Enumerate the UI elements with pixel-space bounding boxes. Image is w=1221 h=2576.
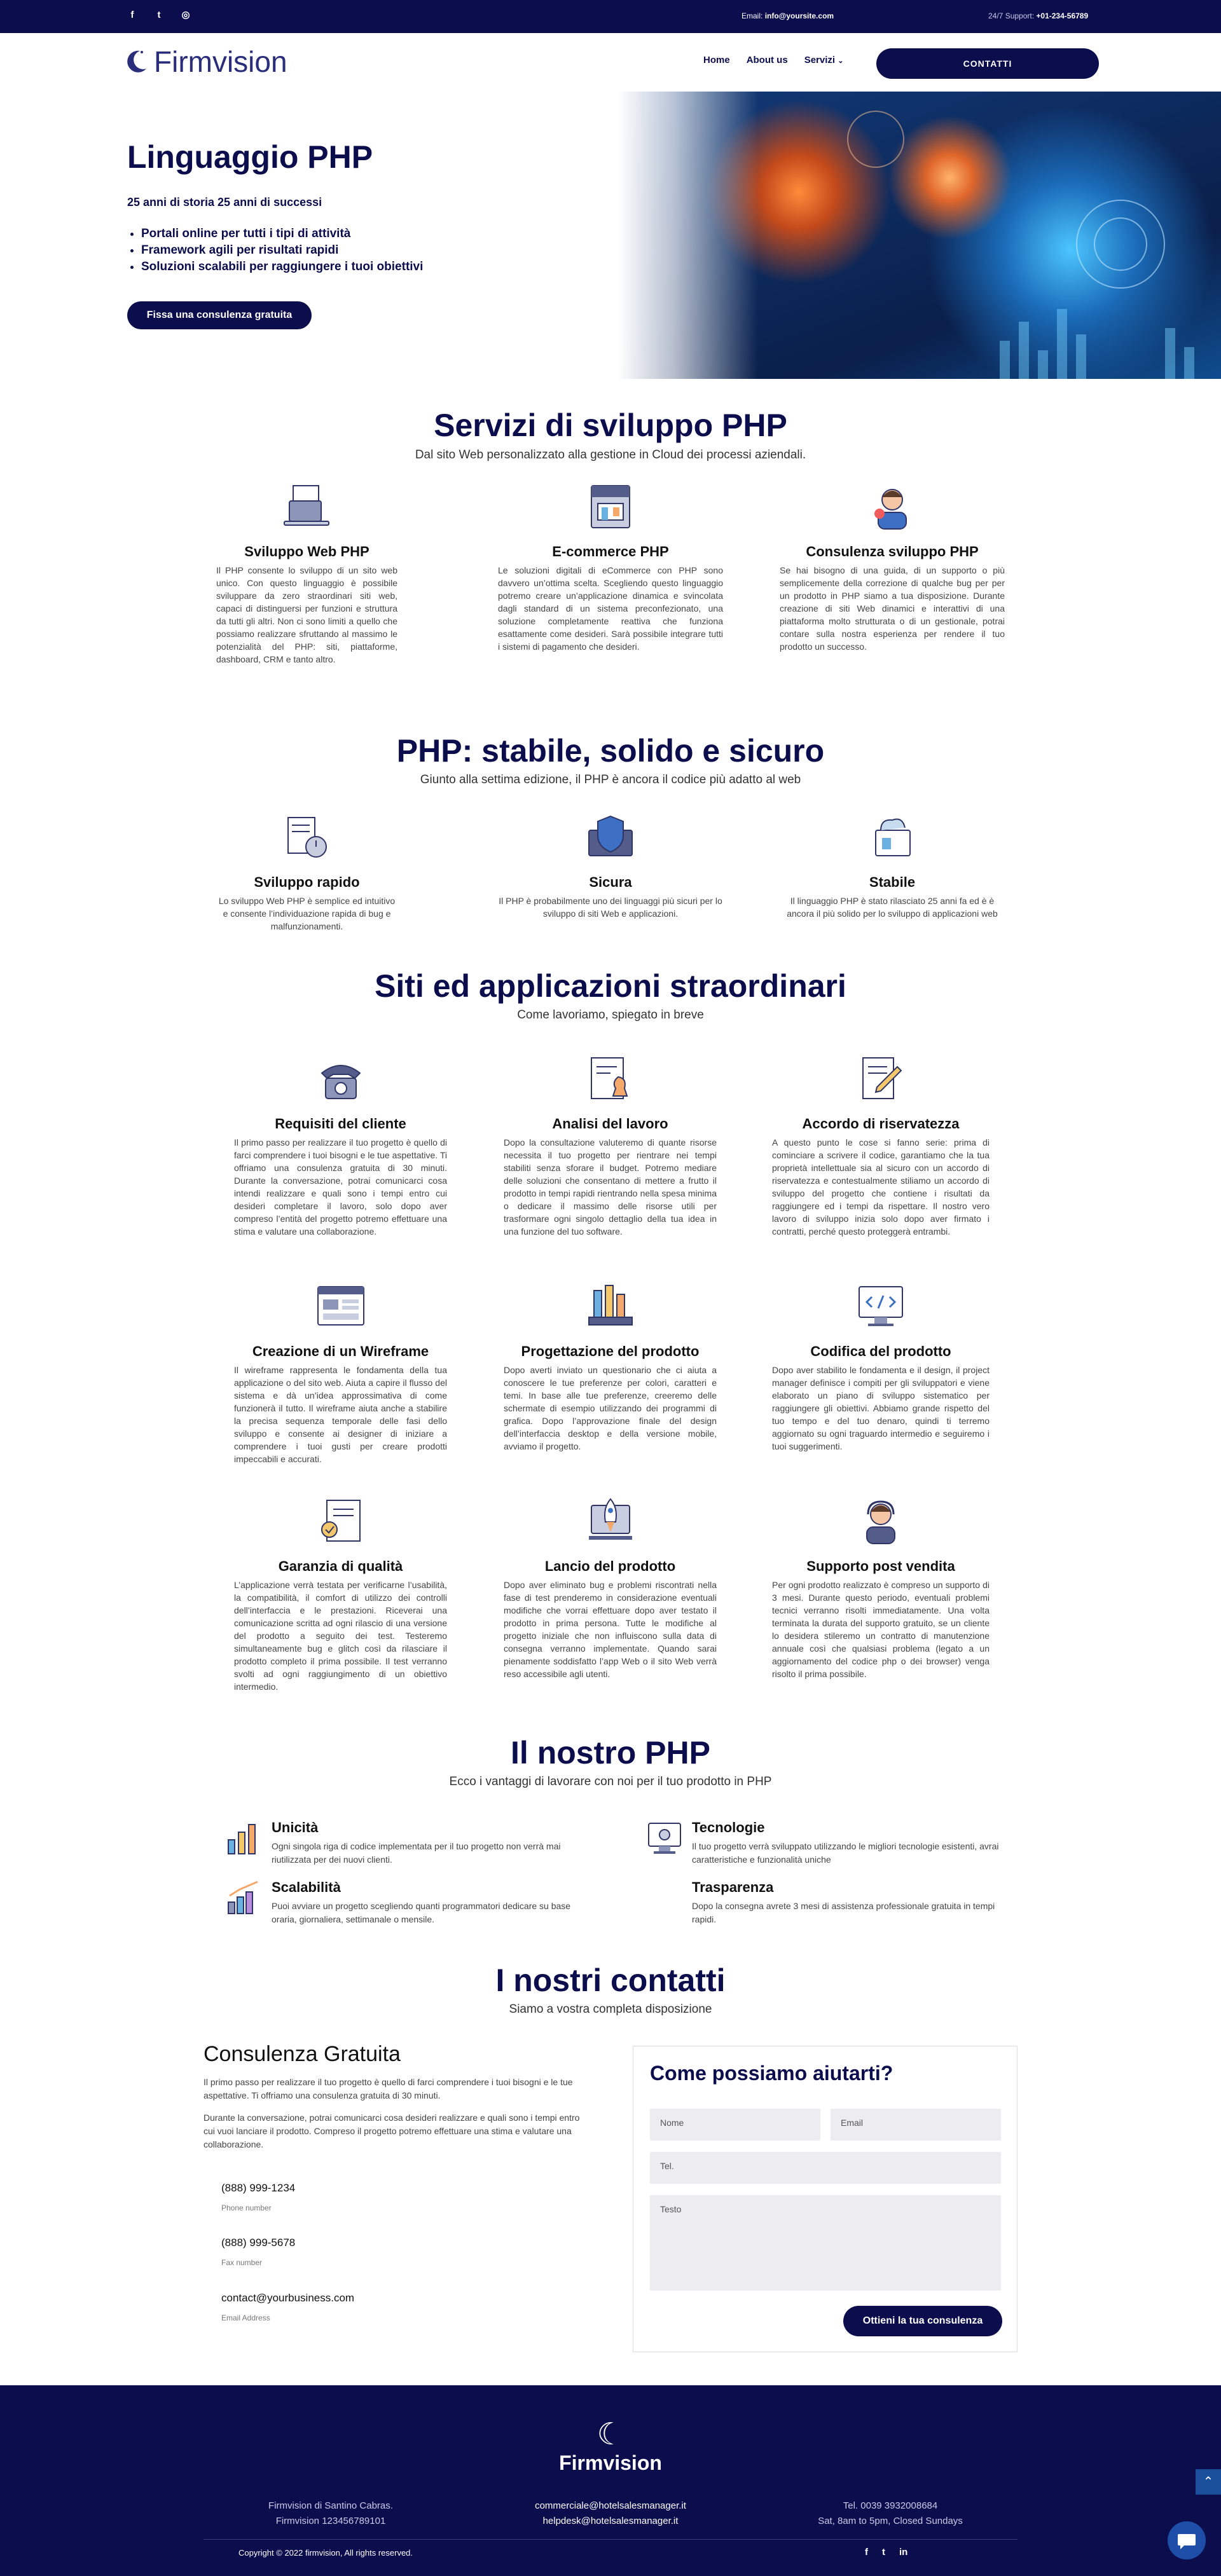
advantage-item xyxy=(692,1879,1010,1926)
feature-text: Lo sviluppo Web PHP è semplice ed intuitivo e consente l’individuazione rapida di bug e malfunzionamenti. xyxy=(218,896,396,931)
feature-title: Stabile xyxy=(869,874,916,890)
contatti-button[interactable]: CONTATTI xyxy=(876,48,1099,79)
moon-logo-icon xyxy=(121,47,150,76)
feature-card xyxy=(216,812,397,933)
top-support-phone[interactable]: +01-234-56789 xyxy=(1036,11,1089,20)
scalability-chart-icon xyxy=(226,1879,263,1916)
logo-text: Firmvision xyxy=(154,45,287,78)
code-monitor-icon xyxy=(855,1282,906,1333)
process-subtitle: Come lavoriamo, spiegato in breve xyxy=(517,1008,704,1022)
process-card xyxy=(234,1282,447,1465)
service-card xyxy=(780,482,1005,653)
logo[interactable] xyxy=(121,45,287,79)
top-email-link[interactable]: info@yoursite.com xyxy=(764,11,834,20)
phone-info xyxy=(221,2182,295,2212)
advantage-item xyxy=(226,1819,582,1867)
footer-hours: Tel. 0039 3932008684 Sat, 8am to 5pm, Closed Sundays xyxy=(818,2500,963,2526)
fax-number: (888) 999-5678 xyxy=(221,2237,296,2249)
header xyxy=(0,33,1221,92)
consultation-text: Durante la conversazione, potrai comunicarci cosa desideri realizzare e quali sono i tempi entro cui vuoi lanciare il prodotto. Compreso il progetto potremo effettuare una stima e valutare una collaborazione. xyxy=(204,2113,580,2149)
footer-company: Firmvision di Santino Cabras. Firmvision 123456789101 xyxy=(268,2500,393,2526)
service-card xyxy=(498,482,723,653)
copyright: Copyright © 2022 firmvision, All rights reserved. xyxy=(238,2548,413,2558)
service-text: Le soluzioni digitali di eCommerce con PHP sono davvero un’ottima scelta. Scegliendo questo linguaggio potremo creare un’applicazione dinamica e svincolata dagli standard di un sistema preconfezionato, una soluzione completamente reattiva che funziona esattamente come desideri. Sarà possibile integrare tutti i sistemi di pagamento che desideri. xyxy=(498,565,723,652)
twitter-icon[interactable]: t xyxy=(882,2547,885,2558)
process-card xyxy=(504,1054,717,1238)
process-step-title: Creazione di un Wireframe xyxy=(252,1343,429,1359)
process-step-title: Requisiti del cliente xyxy=(275,1116,406,1132)
top-support: 24/7 Support: +01-234-56789 xyxy=(988,11,1089,20)
fax-label: Fax number xyxy=(221,2258,263,2267)
process-card xyxy=(504,1497,717,1680)
footer-divider xyxy=(204,2539,1018,2540)
top-email: Email: info@yoursite.com xyxy=(742,11,834,20)
process-title: Siti ed applicazioni straordinari xyxy=(375,968,846,1004)
footer-email-link[interactable]: commerciale@hotelsalesmanager.it xyxy=(535,2500,686,2511)
facebook-icon[interactable]: f xyxy=(130,10,134,20)
process-step-text: Dopo aver stabilito le fondamenta e il design, il project manager definisce i compiti per gli sviluppatori e viene elaborato un piano di sviluppo sistematico per raggiungere gli obiettivi. Abbiamo grande rispetto del tuo tempo e del tuo denaro, quindi ti terremo aggiornato su ogni traguardo intermedio e seguiremo i tuoi suggerimenti. xyxy=(772,1365,990,1451)
hero-bullets xyxy=(141,226,423,275)
hero-bullet: • Soluzioni scalabili per raggiungere i tuoi obiettivi xyxy=(141,259,423,275)
design-tools-icon xyxy=(585,1282,636,1333)
process-step-title: Accordo di riservatezza xyxy=(802,1116,960,1132)
process-step-title: Supporto post vendita xyxy=(806,1558,955,1574)
contact-email[interactable]: contact@yourbusiness.com xyxy=(221,2292,355,2304)
message-textarea[interactable]: Testo xyxy=(650,2195,1001,2291)
process-step-text: Dopo averti inviato un questionario che ci aiuta a conoscere le tue preferenze per colori, caratteri e temi. In base alle tue preferenze, creeremo delle schermate di esempio utilizzando dei programmi di grafica. Dopo l’approvazione finale del design dell’interfaccia desktop e della versione mobile, avviamo il progetto. xyxy=(504,1365,717,1451)
process-card xyxy=(234,1497,447,1693)
feature-text: Il PHP è probabilmente uno dei linguaggi più sicuri per lo sviluppo di siti Web e applicazioni. xyxy=(499,896,722,919)
consultation-text: Il primo passo per realizzare il tuo progetto è quello di farci comprendere i tuoi bisogni e le tue aspettative. Ti offriamo una consulenza gratuita di 30 minuti. xyxy=(204,2077,573,2100)
tel-field[interactable]: Tel. xyxy=(650,2152,1001,2184)
stable-title: PHP: stabile, solido e sicuro xyxy=(396,733,825,769)
footer-email-link[interactable]: helpdesk@hotelsalesmanager.it xyxy=(542,2516,679,2526)
advantage-title: Scalabilità xyxy=(272,1879,341,1895)
service-title: E-commerce PHP xyxy=(552,544,669,559)
chevron-up-icon: ⌃ xyxy=(1203,2475,1214,2489)
service-card xyxy=(216,482,397,666)
service-title: Sviluppo Web PHP xyxy=(244,544,369,559)
phone-number[interactable]: (888) 999-1234 xyxy=(221,2182,296,2194)
hero-bullet: • Portali online per tutti i tipi di attività xyxy=(141,226,423,242)
process-step-title: Codifica del prodotto xyxy=(810,1343,951,1359)
advantage-text: Il tuo progetto verrà sviluppato utilizzando le migliori tecnologie esistenti, avrai caratteristiche e funzionalità uniche xyxy=(692,1841,999,1865)
process-card xyxy=(234,1054,447,1238)
footer xyxy=(0,2385,1221,2576)
process-card xyxy=(772,1054,990,1238)
process-step-text: Dopo la consultazione valuteremo di quante risorse necessita il tuo progetto per rientrare nei tempi stabiliti senza sforare il budget. Potremo mediare delle soluzioni che consentano di mettere a frutto il prodotto in tempi rapidi rientrando nella spesa minima o dedicare il massimo delle risorse utili per trasformare ogni singolo dettaglio della tua idea in una funzione del tuo software. xyxy=(504,1137,717,1237)
back-to-top-button[interactable] xyxy=(1196,2469,1221,2495)
stable-cloud-icon xyxy=(867,812,918,863)
telephone-icon xyxy=(315,1054,366,1105)
consultation-button[interactable]: Fissa una consulenza gratuita xyxy=(127,301,312,329)
advantage-title: Unicità xyxy=(272,1819,319,1835)
consultation-title: Consulenza Gratuita xyxy=(204,2042,401,2066)
advantage-item xyxy=(646,1819,1009,1867)
unique-chart-icon xyxy=(226,1819,263,1856)
feature-title: Sviluppo rapido xyxy=(254,874,360,890)
advantage-title: Tecnologie xyxy=(692,1819,765,1835)
process-step-text: Per ogni prodotto realizzato è compreso un supporto di 3 mesi. Durante questo periodo, eventuali problemi tecnici verranno risolti immediatamente. Una volta terminata la durata del supporto gratuito, se un cliente lo desidera stileremo un contratto di manutenzione annuale così che qualsiasi problema (legato a un aggiornamento del codice php o dei browser) venga risolto il prima possibile. xyxy=(772,1580,990,1679)
online-shop-icon xyxy=(585,482,636,533)
feature-card xyxy=(780,812,1005,920)
process-card xyxy=(504,1282,717,1453)
nav-home[interactable]: Home xyxy=(703,55,730,65)
contacts-subtitle: Siamo a vostra completa disposizione xyxy=(509,2003,712,2016)
service-text: Il PHP consente lo sviluppo di un sito web unico. Con questo linguaggio è possibile sviluppare da zero straordinari siti web, capaci di distinguersi per funzioni e struttura da tutti gli altri. Non ci sono limiti a quello che possiamo realizzare sfruttando al massimo le potenzialità del PHP: siti, piattaforme, dashboard, CRM e tanto altro. xyxy=(216,565,397,664)
process-step-title: Analisi del lavoro xyxy=(552,1116,668,1132)
email-label: Email Address xyxy=(221,2313,270,2322)
process-step-text: Il primo passo per realizzare il tuo progetto è quello di farci comprendere i tuoi bisogni e le tue aspettative. Ti offriamo una consulenza gratuita di 30 minuti. Durante la conversazione, potrai comunicarci cosa intendi realizzare e quali sono i tempi entro cui desideri completare il lavoro, solo dopo aver compreso l’entità del progetto potremo effettuare una stima e valutare una collaborazione. xyxy=(234,1137,447,1237)
footer-social xyxy=(865,2547,907,2558)
chat-bubble-icon xyxy=(1168,2521,1206,2559)
moon-logo-icon: ☾ xyxy=(597,2418,624,2451)
email-info xyxy=(221,2292,354,2322)
nav-servizi[interactable]: Servizi ⌄ xyxy=(804,55,844,65)
consultant-icon xyxy=(867,482,918,533)
form-title: Come possiamo aiutarti? xyxy=(650,2062,893,2085)
process-step-title: Garanzia di qualità xyxy=(278,1558,403,1574)
advantage-title: Trasparenza xyxy=(692,1879,774,1895)
process-step-title: Progettazione del prodotto xyxy=(521,1343,700,1359)
advantage-item xyxy=(226,1879,582,1926)
feature-title: Sicura xyxy=(589,874,632,890)
quality-certificate-icon xyxy=(315,1497,366,1547)
email-field[interactable]: Email xyxy=(831,2109,1001,2141)
services-title: Servizi di sviluppo PHP xyxy=(434,408,787,443)
laptop-document-icon xyxy=(282,482,333,533)
linkedin-icon[interactable]: in xyxy=(899,2547,908,2558)
phone-label: Phone number xyxy=(221,2203,272,2212)
service-text: Se hai bisogno di una guida, di un supporto o più semplicemente della correzione di qualche bug per per un prodotto in PHP siamo a tua disposizione. Durante creazione di siti Web dinamici e interattivi di una piattaforma molto strutturata o di un gestionale, potrai contare sulla nostra esperienza per rendere il tuo prodotto un successo. xyxy=(780,565,1005,652)
contact-form xyxy=(633,2046,1018,2352)
wireframe-icon xyxy=(315,1282,366,1333)
service-title: Consulenza sviluppo PHP xyxy=(806,544,979,559)
process-step-text: Dopo aver eliminato bug e problemi riscontrati nella fase di test prenderemo in considerazione eventuali modifiche che vorrai effettuare dopo aver testato il prodotto in prima persona. Tutte le modifiche al progetto iniziale che non influiscono sulla data di consegna verranno implementate. Quando sarai pienamente soddisfatto l’app Web o il sito Web verrà reso accessibile agli utenti. xyxy=(504,1580,717,1679)
instagram-icon[interactable]: ◎ xyxy=(181,10,190,20)
strategy-chess-icon xyxy=(585,1054,636,1105)
feature-text: Il linguaggio PHP è stato rilasciato 25 anni fa ed è è ancora il più solido per lo sviluppo di applicazioni web xyxy=(787,896,998,919)
advantage-text: Puoi avviare un progetto scegliendo quanti programmatori dedicare su base oraria, giornaliera, settimanale o mensile. xyxy=(272,1901,571,1924)
social-links xyxy=(127,10,191,20)
twitter-icon[interactable]: t xyxy=(157,10,161,20)
fast-development-icon xyxy=(282,812,333,863)
hero-image xyxy=(618,92,1221,379)
nav-about[interactable]: About us xyxy=(746,55,788,65)
hero-title: Linguaggio PHP xyxy=(127,139,373,175)
process-step-title: Lancio del prodotto xyxy=(544,1558,676,1574)
footer-emails xyxy=(483,2498,738,2529)
process-card xyxy=(772,1282,990,1453)
submit-button[interactable]: Ottieni la tua consulenza xyxy=(843,2306,1002,2336)
process-step-text: L’applicazione verrà testata per verificarne l’usabilità, la compatibilità, il comfort di utilizzo dei controlli dell’interfaccia e le prestazioni. Riceverai una comunicazione scritta ad ogni rilascio di una versione del prodotto a seguito dei test. Testeremo simultaneamente bug e glitch così da rilasciare il prodotto completo il prima possibile. Il test verranno svolti ad ogni raggiungimento di un obiettivo intermedio. xyxy=(234,1580,447,1692)
main-nav xyxy=(703,55,843,65)
chat-button[interactable] xyxy=(1168,2521,1206,2559)
technology-monitor-icon xyxy=(646,1819,683,1856)
advantage-text: Ogni singola riga di codice implementata per il tuo progetto non verrà mai riutilizzata per dei nuovi clienti. xyxy=(272,1841,561,1865)
hero-subtitle: 25 anni di storia 25 anni di successi xyxy=(127,196,322,209)
consultation-info xyxy=(204,2042,588,2151)
secure-shield-icon xyxy=(585,812,636,863)
stable-subtitle: Giunto alla settima edizione, il PHP è ancora il codice più adatto al web xyxy=(420,773,801,786)
name-field[interactable]: Nome xyxy=(650,2109,820,2141)
advantage-text: Dopo la consegna avrete 3 mesi di assistenza professionale gratuita in tempi rapidi. xyxy=(692,1901,995,1924)
process-step-text: A questo punto le cose si fanno serie: prima di cominciare a scrivere il codice, garantiamo che la tua proprietà intellettuale sia al sicuro con un accordo di riservatezza e contestualmente stiliamo un accordo di sviluppo del progetto che contiene i risultati da raggiungere ed i tempi da rispettare. Il nostro vero lavoro di sviluppo inizia solo dopo aver firmato i contratti, perché questo proteggerà entrambi. xyxy=(772,1137,990,1237)
feature-card xyxy=(498,812,723,920)
process-card xyxy=(772,1497,990,1680)
fax-info xyxy=(221,2237,295,2267)
process-step-text: Il wireframe rappresenta le fondamenta della tua applicazione o del sito web. Aiuta a capire il flusso del sistema e dà un’idea approssimativa di come funzionerà il tutto. Il wireframe aiuta anche a stabilire la precisa sequenza temporale delle fasi dello sviluppo e consente ai designer di iniziare a comprendere i tuoi gusti per creare prodotti impeccabili e accurati. xyxy=(234,1365,447,1464)
advantages-subtitle: Ecco i vantaggi di lavorare con noi per il tuo prodotto in PHP xyxy=(449,1775,772,1788)
support-agent-icon xyxy=(855,1497,906,1547)
facebook-icon[interactable]: f xyxy=(865,2547,868,2558)
hero-bullet: • Framework agili per risultati rapidi xyxy=(141,242,423,259)
rocket-launch-icon xyxy=(585,1497,636,1547)
services-subtitle: Dal sito Web personalizzato alla gestione in Cloud dei processi aziendali. xyxy=(415,448,806,462)
advantages-title: Il nostro PHP xyxy=(511,1735,710,1771)
footer-logo[interactable]: ☾ Firmvision xyxy=(0,2420,1221,2475)
chevron-down-icon: ⌄ xyxy=(838,57,844,65)
contacts-title: I nostri contatti xyxy=(495,1963,726,1998)
top-bar xyxy=(0,0,1221,33)
contract-pen-icon xyxy=(855,1054,906,1105)
